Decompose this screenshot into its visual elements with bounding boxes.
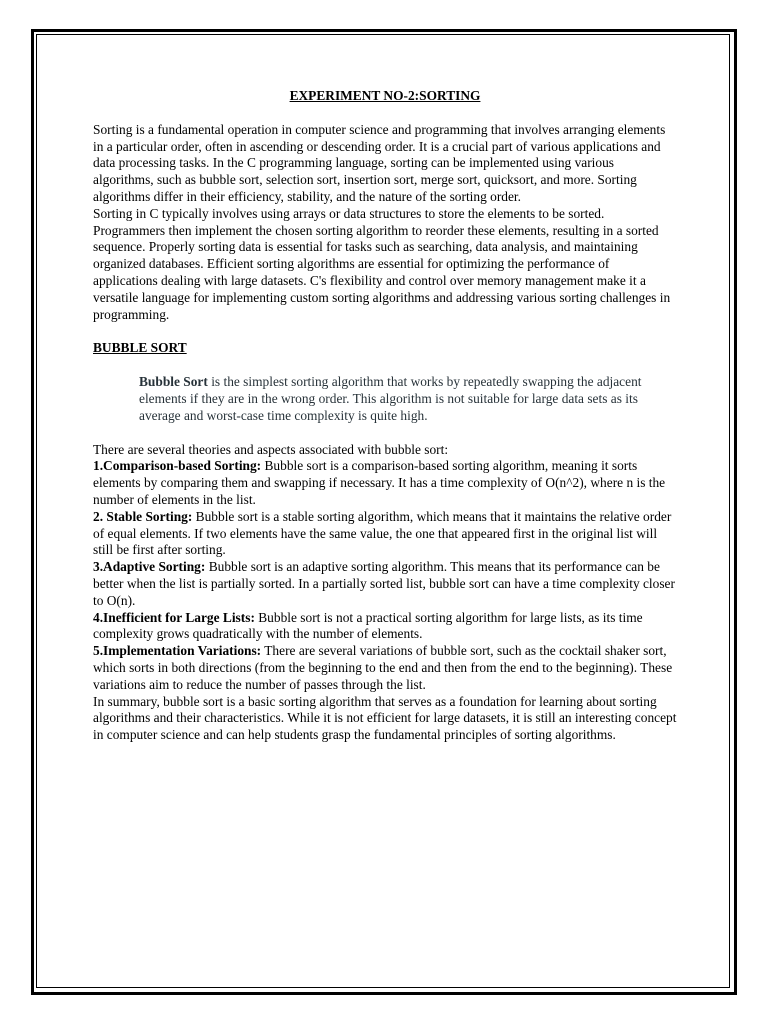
intro-paragraph-2: Sorting in C typically involves using arrays or data structures to store the elements to be sorted. Programmers then implement the chosen sorting algorithm to reorder these elements, resulting in a sorted sequence. Properly sorting data is essential for tasks such as searching, data analysis, and maintaining organized databases. Efficient sorting algorithms are essential for optimizing the performance of applications dealing with large datasets. C's flexibility and control over memory management make it a versatile language for implementing custom sorting algorithms and addressing various sorting challenges in programming. bbox=[93, 205, 671, 322]
aspect-item-2 bbox=[93, 509, 677, 559]
document-body bbox=[93, 88, 677, 744]
aspect-text: Bubble sort is a stable sorting algorithm, which means that it maintains the relative order of equal elements. If two elements have the same value, the one that appeared first in the original list will still be first after sorting. bbox=[93, 508, 672, 558]
definition-bold-lead: Bubble Sort bbox=[139, 374, 208, 390]
bubble-sort-definition bbox=[139, 374, 677, 424]
aspect-term: 3.Adaptive Sorting: bbox=[93, 559, 206, 575]
definition-link-term: sorting algorithm bbox=[291, 374, 384, 390]
document-title: EXPERIMENT NO-2:SORTING bbox=[289, 88, 481, 103]
section-heading-bubble-sort: BUBBLE SORT bbox=[93, 340, 187, 356]
aspect-text: Bubble sort is a comparison-based sorting algorithm, meaning it sorts elements by comparing them and swapping if necessary. It has a time complexity of O(n^2), where n is the number of elements in the list. bbox=[93, 458, 666, 507]
summary-paragraph: In summary, bubble sort is a basic sorting algorithm that serves as a foundation for learning about sorting algorithms and their characteristics. While it is not efficient for large datasets, it is still an interesting concept in computer science and can help students grasp the fundamental principles of sorting algorithms. bbox=[93, 693, 677, 743]
aspect-item-5 bbox=[93, 643, 677, 693]
aspect-item-3 bbox=[93, 559, 677, 609]
aspect-item-1 bbox=[93, 458, 677, 508]
definition-mid: is the simplest bbox=[207, 374, 292, 390]
aspect-item-4 bbox=[93, 610, 677, 644]
aspects-intro: There are several theories and aspects associated with bubble sort: bbox=[93, 441, 449, 457]
definition-rest: that works by repeatedly swapping the adjacent elements if they are in the wrong order. This algorithm is not suitable for large data sets as its average and worst-case time complexity is quite high. bbox=[139, 374, 642, 423]
aspect-text: There are several variations of bubble sort, such as the cocktail shaker sort, which sorts in both directions (from the beginning to the end and then from the end to the beginning). These variations aim to reduce the number of passes through the list. bbox=[93, 643, 673, 692]
aspect-text: Bubble sort is an adaptive sorting algorithm. This means that its performance can be better when the list is partially sorted. In a partially sorted list, bubble sort can have a time complexity closer to O(n). bbox=[93, 559, 675, 608]
aspect-term: 1.Comparison-based Sorting: bbox=[93, 458, 262, 474]
intro-paragraph-1: Sorting is a fundamental operation in computer science and programming that involves arranging elements in a particular order, often in ascending or descending order. It is a crucial part of various applications and data processing tasks. In the C programming language, sorting can be implemented using various algorithms, such as bubble sort, selection sort, insertion sort, merge sort, quicksort, and more. Sorting algorithms differ in their efficiency, stability, and the nature of the sorting order. bbox=[93, 121, 666, 204]
aspect-term: 5.Implementation Variations: bbox=[93, 643, 262, 659]
aspect-text: Bubble sort is not a practical sorting algorithm for large lists, as its time complexity grows quadratically with the number of elements. bbox=[93, 609, 643, 642]
aspect-term: 4.Inefficient for Large Lists: bbox=[93, 609, 255, 625]
aspect-term: 2. Stable Sorting: bbox=[93, 508, 193, 524]
